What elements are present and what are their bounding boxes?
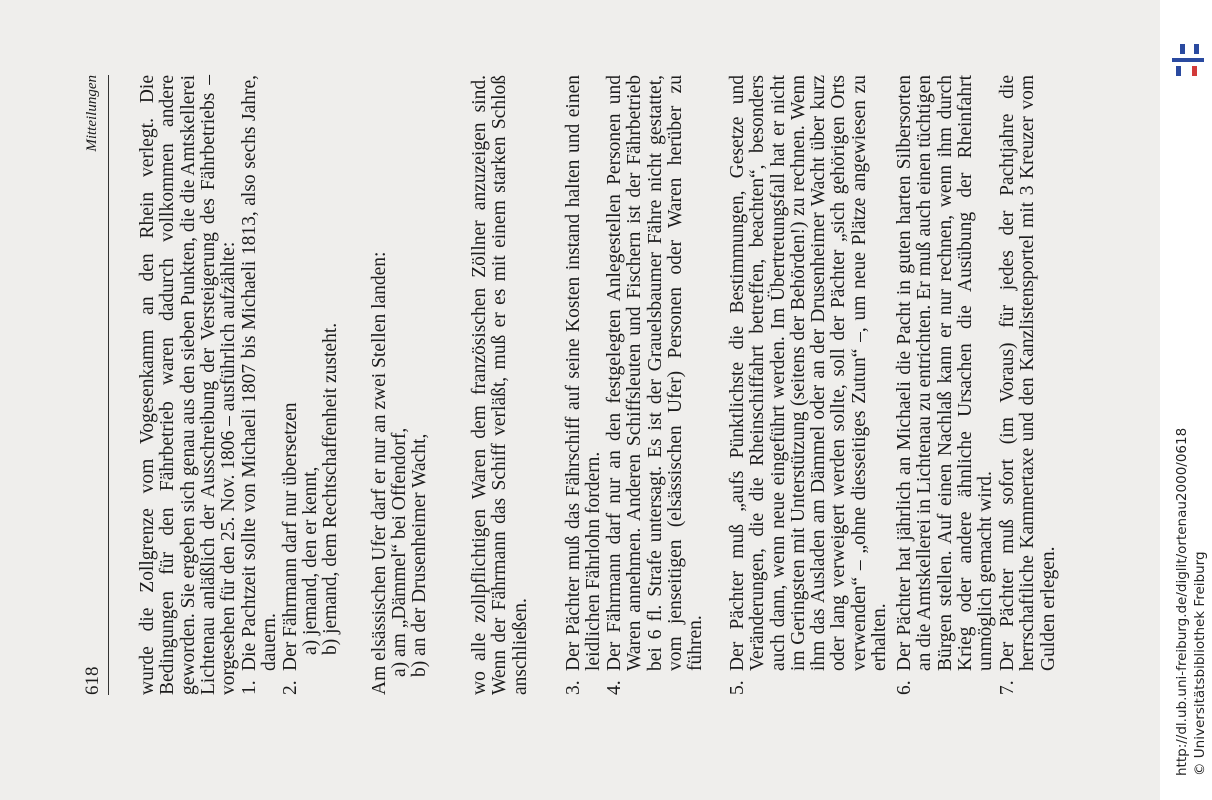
intro-paragraph: wurde die Zollgrenze vom Vogesenkamm an den Rhein verlegt. Die Bedingungen für den Fährbetrieb waren dadurch vollkommen andere geworden. Sie ergeben sich genau aus den sieben Punkten, die die Amtskellerei Lichtenau anläßlich der Ausschreibung der Versteigerung des Fährbetriebs – vorgesehen für den 25. Nov. 1806 – ausführlich aufzählte: xyxy=(137,75,240,695)
item-number: 4. xyxy=(604,680,625,695)
sub-item: a) am „Dämmel“ bei Offendorf, xyxy=(389,427,410,677)
page-number: 618 xyxy=(82,666,103,695)
library-logo-icon xyxy=(1172,40,1204,80)
item-number: 6. xyxy=(894,680,915,695)
rotated-text-frame xyxy=(80,45,1080,695)
item-text: Der Fährmann darf nur übersetzen xyxy=(280,402,301,671)
copyright-notice: © Universitätsbibliothek Freiburg xyxy=(1192,551,1208,776)
item-text: Der Pächter muß „aufs Pünktlichste die Bestimmungen, Gesetze und Veränderungen, die die Rheinschiffahrt betreffen, beachten“, besonders auch dann, wenn neue eingeführt werden. Im Übertretungsfall hat er nicht im Geringsten mit Unterstützung (seitens der Behörden!) zu rechnen. Wenn ihm das Ausladen am Dämmel oder an der Drusenheimer Wacht über kurz oder lang verweigert werden sollte, soll der Pächter „sich gehörigen Orts verwenden“ – „ohne diesseitiges Zutun“ –, um neue Plätze angewiesen zu erhalten. xyxy=(727,75,891,671)
list-item xyxy=(605,75,706,695)
customs-paragraph: wo alle zollpflichtigen Waren dem französischen Zöllner anzuzeigen sind. Wenn der Fährmann das Schiff verläßt, muß er es mit einem starken Schloß anschließen. xyxy=(469,75,531,695)
source-url[interactable]: http://dl.ub.uni-freiburg.de/diglit/ortenau2000/0618 xyxy=(1174,427,1190,776)
list-item xyxy=(281,75,301,695)
item-number: 3. xyxy=(563,680,584,695)
list-item xyxy=(998,75,1059,695)
item-text: Der Fährmann darf nur an den festgelegten Anlegestellen Personen und Waren annehmen. Anderen Schiffsleuten und Fischern ist der Fährbetrieb bei 6 fl. Strafe untersagt. Es ist der Grauelsbaumer Fähre nicht gestattet, vom jenseitigen (elsässischen Ufer) Personen oder Waren herüber zu führen. xyxy=(604,75,707,671)
library-sidebar xyxy=(1160,0,1212,800)
item-text: Der Pächter hat jährlich an Michaeli die Pacht in guten harten Silbersorten an die Amtskellerei in Lichtenau zu entrichten. Er muß auch einen tüchtigen Bürgen stellen. Auf einen Nachlaß kann er nur rechnen, wenn ihm durch Krieg oder andere ähnliche Ursachen die Ausübung der Rheinfahrt unmöglich gemacht wird. xyxy=(894,75,997,671)
list-item xyxy=(728,75,890,695)
item-text: Der Pächter muß das Fährschiff auf seine Kosten instand halten und einen leidlichen Fährlohn fordern. xyxy=(563,75,605,671)
sub-item: a) jemand, den er kennt, xyxy=(300,466,321,655)
item-text: Die Pachtzeit sollte von Michaeli 1807 bis Michaeli 1813, also sechs Jahre, dauern. xyxy=(239,75,281,671)
running-head: Mitteilungen xyxy=(84,75,100,152)
sub-item: b) an der Drusenheimer Wacht, xyxy=(409,433,430,677)
item-number: 2. xyxy=(280,680,301,695)
item-number: 1. xyxy=(239,680,260,695)
item-number: 5. xyxy=(727,680,748,695)
landing-intro: Am elsässischen Ufer darf er nur an zwei Stellen landen: xyxy=(369,251,390,695)
list-item xyxy=(564,75,605,695)
sub-item: b) jemand, dem Rechtschaffenheit zusteht. xyxy=(320,322,341,655)
item-text: Der Pächter muß sofort (im Voraus) für jedes der Pachtjahre die herrschaftliche Kammertaxe und den Kanzlistensportel mit 3 Kreuzer vom Gulden erlegen. xyxy=(997,75,1059,671)
list-item xyxy=(895,75,996,695)
page-header xyxy=(80,75,109,695)
list-item xyxy=(240,75,281,695)
item-number: 7. xyxy=(997,680,1018,695)
sidebar-text xyxy=(1166,0,1212,800)
